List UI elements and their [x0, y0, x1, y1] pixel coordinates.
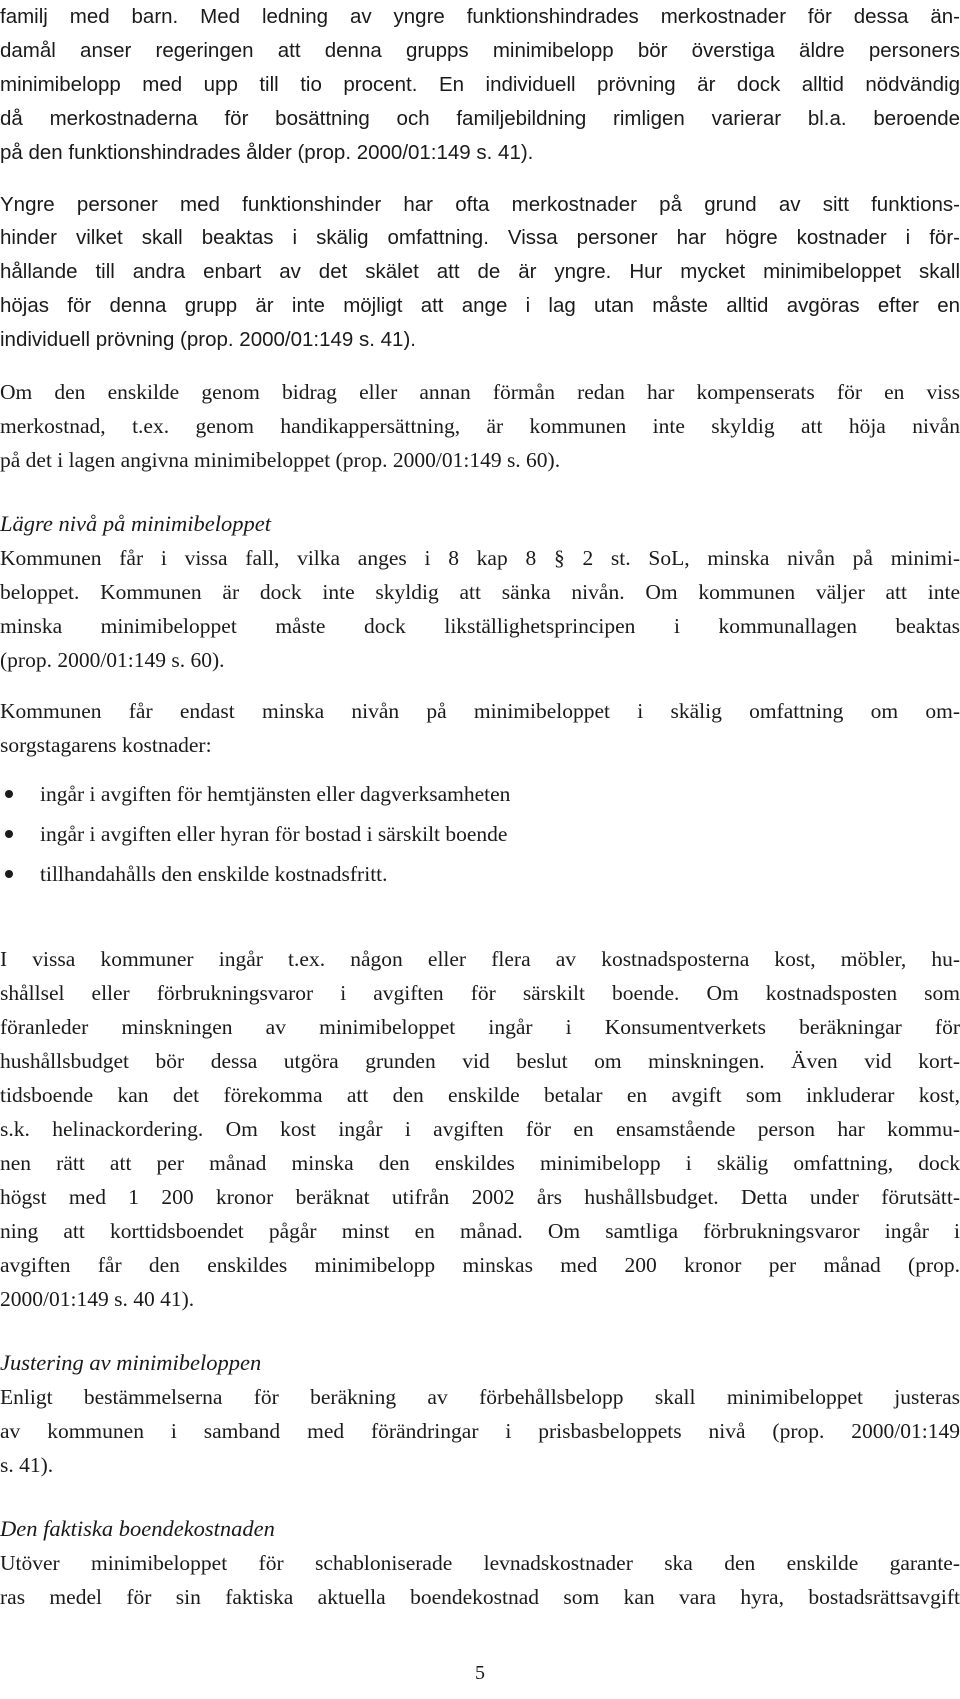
text-line: avgiften får den enskildes minimibelopp minskas med 200 kronor per månad (prop. [0, 1253, 960, 1277]
bullet-icon [5, 870, 13, 878]
text-line: på den funktionshindrades ålder (prop. 2000/01:149 s. 41). [0, 141, 534, 164]
text-line: föranleder minskningen av minimibeloppet ingår i Konsumentverkets beräkningar för [0, 1015, 960, 1039]
text-line: s.k. helinackordering. Om kost ingår i avgiften för en ensamstående person har kommu- [0, 1117, 960, 1141]
text-line: 2000/01:149 s. 40 41). [0, 1287, 195, 1311]
text-line: I vissa kommuner ingår t.ex. någon eller flera av kostnadsposterna kost, möbler, hu- [0, 947, 960, 971]
bullet-icon [5, 790, 13, 798]
text-line: Enligt bestämmelserna för beräkning av förbehållsbelopp skall minimibeloppet justeras [0, 1385, 960, 1409]
bullet-icon [5, 830, 13, 838]
text-line: hinder vilket skall beaktas i skälig omfattning. Vissa personer har högre kostnader i för- [0, 226, 960, 249]
text-line: (prop. 2000/01:149 s. 60). [0, 648, 225, 672]
text-line: beloppet. Kommunen är dock inte skyldig att sänka nivån. Om kommunen väljer att inte [0, 580, 960, 604]
list-item-text: ingår i avgiften eller hyran för bostad i särskilt boende [40, 822, 508, 846]
list-item-text: tillhandahålls den enskilde kostnadsfritt. [40, 862, 388, 886]
text-line: familj med barn. Med ledning av yngre funktionshindrades merkostnader för dessa än- [0, 5, 960, 28]
text-line: sorgstagarens kostnader: [0, 733, 212, 757]
text-line: Utöver minimibeloppet för schabloniserade levnadskostnader ska den enskilde garante- [0, 1551, 960, 1575]
text-line: höjas för denna grupp är inte möjligt att ange i lag utan måste alltid avgöras efter en [0, 294, 960, 317]
text-line: shållsel eller förbrukningsvaror i avgiften för särskilt boende. Om kostnadsposten som [0, 981, 960, 1005]
text-line: hållande till andra enbart av det skälet att de är yngre. Hur mycket minimibeloppet skall [0, 260, 960, 283]
text-line: damål anser regeringen att denna grupps minimibelopp bör överstiga äldre personers [0, 39, 960, 62]
text-line: tidsboende kan det förekomma att den enskilde betalar en avgift som inkluderar kost, [0, 1083, 960, 1107]
list-item-text: ingår i avgiften för hemtjänsten eller dagverksamheten [40, 782, 511, 806]
section-heading: Den faktiska boendekostnaden [0, 1516, 275, 1541]
text-line: minska minimibeloppet måste dock likställighetsprincipen i kommunallagen beaktas [0, 614, 960, 638]
page-number: 5 [475, 1662, 485, 1684]
text-line: individuell prövning (prop. 2000/01:149 s. 41). [0, 328, 416, 351]
text-line: högst med 1 200 kronor beräknat utifrån 2002 års hushållsbudget. Detta under förutsätt- [0, 1185, 960, 1209]
text-line: hushållsbudget bör dessa utgöra grunden vid beslut om minskningen. Även vid kort- [0, 1049, 960, 1073]
text-line: ning att korttidsboendet pågår minst en månad. Om samtliga förbrukningsvaror ingår i [0, 1219, 960, 1243]
text-line: merkostnad, t.ex. genom handikappersättning, är kommunen inte skyldig att höja nivån [0, 414, 960, 438]
section-heading: Justering av minimibeloppen [0, 1350, 262, 1375]
text-line: på det i lagen angivna minimibeloppet (prop. 2000/01:149 s. 60). [0, 448, 561, 472]
text-line: ras medel för sin faktiska aktuella boendekostnad som kan vara hyra, bostadsrättsavgift [0, 1585, 960, 1609]
text-line: då merkostnaderna för bosättning och familjebildning rimligen varierar bl.a. beroende [0, 107, 960, 130]
text-line: Kommunen får i vissa fall, vilka anges i 8 kap 8 § 2 st. SoL, minska nivån på minimi- [0, 546, 960, 570]
text-line: Yngre personer med funktionshinder har ofta merkostnader på grund av sitt funktions- [0, 193, 960, 216]
text-line: minimibelopp med upp till tio procent. En individuell prövning är dock alltid nödvändig [0, 73, 960, 96]
text-line: s. 41). [0, 1453, 54, 1477]
text-line: nen rätt att per månad minska den enskildes minimibelopp i skälig omfattning, dock [0, 1151, 960, 1175]
text-line: Kommunen får endast minska nivån på minimibeloppet i skälig omfattning om om- [0, 699, 960, 723]
text-line: Om den enskilde genom bidrag eller annan förmån redan har kompenserats för en viss [0, 380, 960, 404]
text-line: av kommunen i samband med förändringar i prisbasbeloppets nivå (prop. 2000/01:149 [0, 1419, 960, 1443]
section-heading: Lägre nivå på minimibeloppet [0, 511, 272, 536]
